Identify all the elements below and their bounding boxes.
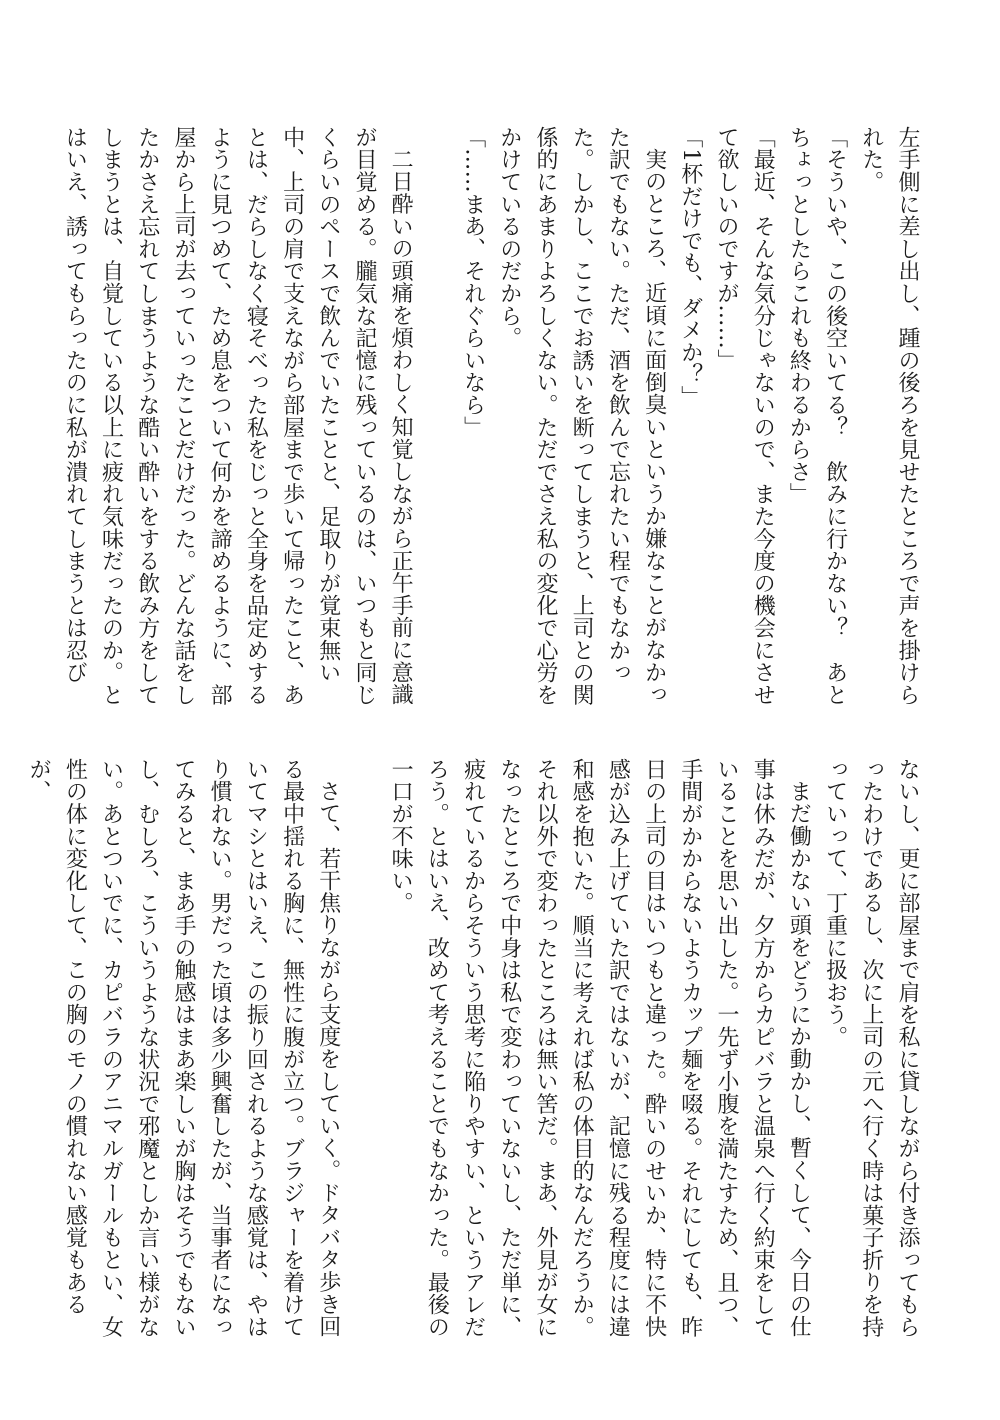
blank-line: [346, 758, 382, 1338]
blank-line: [418, 126, 454, 706]
lower-text-block: [26, 758, 925, 1338]
upper-text-block: [62, 126, 925, 706]
paragraph: 実のところ、近頃に面倒臭いというか嫌なことがなかった訳でもない。ただ、酒を飲んで忘れたい程でもなかった。しかし、ここでお誘いを断ってしまうと、上司との関係的にあまりよろしくない。ただでさえ私の変化で心労をかけているのだから。: [496, 126, 667, 706]
paragraph: ないし、更に部屋まで肩を私に貸しながら付き添ってもらったわけであるし、次に上司の元へ行く時は菓子折りを持っていって、丁重に扱おう。: [822, 758, 920, 1338]
dialogue-line: 「そういや、この後空いてる？ 飲みに行かない？ あとちょっとしたらこれも終わるからさ」: [786, 126, 848, 706]
dialogue-line: 「……まあ、それぐらいなら」: [460, 126, 486, 439]
paragraph: さて、若干焦りながら支度をしていく。ドタバタ歩き回る最中揺れる胸に、無性に腹が立つ。ブラジャーを着けていてマシとはいえ、この振り回されるような感覚は、やはり慣れない。男だった頃は多少興奮したが、当事者になってみると、まあ手の触感はまあ楽しいが胸はそうでもないし、むしろ、こういうような状況で邪魔としか言い様がない。あとついでに、カピバラのアニマルガールもとい、女性の体に変化して、この胸のモノの慣れない感覚もあるが、: [26, 758, 341, 1338]
paragraph: 左手側に差し出し、踵の後ろを見せたところで声を掛けられた。: [858, 126, 920, 706]
paragraph: まだ働かない頭をどうにか動かし、暫くして、今日の仕事は休みだが、夕方からカピバラと温泉へ行く約束をしていることを思い出した。一先ず小腹を満たすため、且つ、手間がかからないようカップ麺を啜る。それにしても、昨日の上司の目はいつもと違った。酔いのせいか、特に不快感が込み上げていた訳ではないが、記憶に残る程度には違和感を抱いた。順当に考えれば私の体目的なんだろうか。それ以外で変わったところは無い筈だ。まあ、外見が女になったところで中身は私で変わっていないし、ただ単に、疲れているからそういう思考に陥りやすい、というアレだろう。とはいえ、改めて考えることでもなかった。最後の一口が不味い。: [388, 758, 812, 1338]
dialogue-line: 「1杯だけでも、ダメか？」: [677, 126, 703, 408]
paragraph: 二日酔いの頭痛を煩わしく知覚しながら正午手前に意識が目覚める。朧気な記憶に残っているのは、いつもと同じくらいのペースで飲んでいたことと、足取りが覚束無い中、上司の肩で支えながら部屋まで歩いて帰ったこと、あとは、だらしなく寝そべった私をじっと全身を品定めするように見つめて、ため息をついて何かを諦めるように、部屋から上司が去っていったことだけだった。どんな話をしたかさえ忘れてしまうような酷い酔いをする飲み方をしてしまうとは、自覚している以上に疲れ気味だったのか。とはいえ、誘ってもらったのに私が潰れてしまうとは忍び: [62, 126, 414, 706]
dialogue-line: 「最近、そんな気分じゃないので、また今度の機会にさせて欲しいのですが……」: [713, 126, 776, 706]
